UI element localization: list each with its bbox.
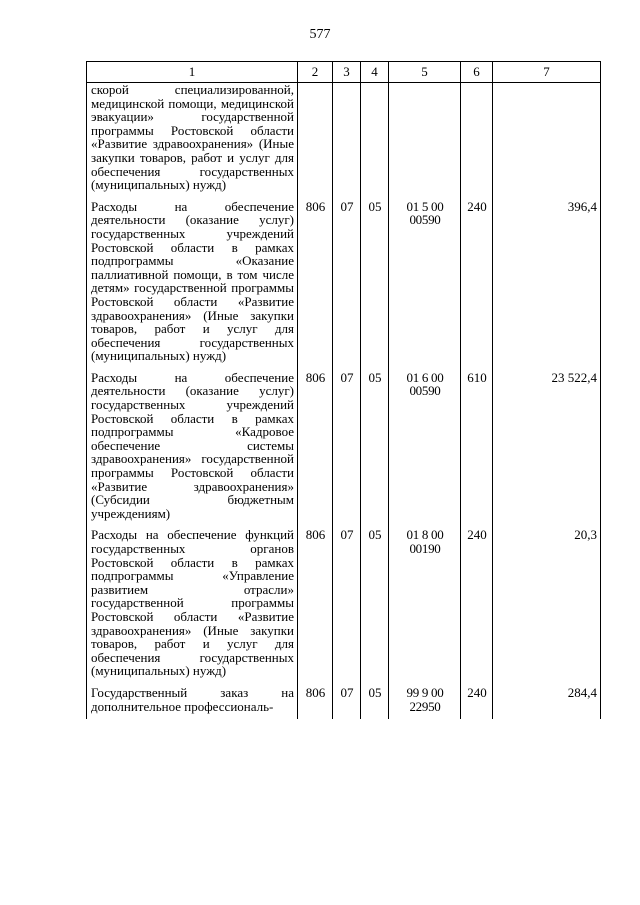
- column-header: 1: [87, 62, 298, 83]
- row-description: Расходы на обеспечение деятельности (оказание услуг) государственных учреждений Ростовской области в рамках подпрограммы «Оказание паллиативной помощи, в том числе детям» государственной программы Ростовской области «Развитие здравоохранения» (Иные закупки товаров, работ и услуг для обеспечения государственных (муниципальных) нужд): [87, 198, 298, 369]
- section-code: 07: [333, 526, 361, 684]
- row-description: скорой специализированной, медицинской помощи, медицинской эвакуации» государственной программы Ростовской области «Развитие здравоохранения» (Иные закупки товаров, работ и услуг для обеспечения государственных (муниципальных) нужд): [87, 83, 298, 198]
- section-code: 07: [333, 369, 361, 527]
- expense-type-code: [461, 83, 493, 198]
- expense-type-code: 240: [461, 684, 493, 719]
- target-article-code: 01 6 00 00590: [389, 369, 461, 527]
- subsection-code: 05: [361, 198, 389, 369]
- ministry-code: 806: [298, 526, 333, 684]
- subsection-code: 05: [361, 684, 389, 719]
- expense-type-code: 240: [461, 526, 493, 684]
- page-number: 577: [309, 27, 331, 42]
- table-row: [87, 526, 601, 684]
- expense-type-code: 610: [461, 369, 493, 527]
- column-header: 3: [333, 62, 361, 83]
- row-description: Расходы на обеспечение функций государственных органов Ростовской области в рамках подпрограммы «Управление развитием отрасли» государственной программы Ростовской области «Развитие здравоохранения» (Иные закупки товаров, работ и услуг для обеспечения государственных (муниципальных) нужд): [87, 526, 298, 684]
- header-row: [87, 62, 601, 83]
- subsection-code: 05: [361, 526, 389, 684]
- subsection-code: 05: [361, 369, 389, 527]
- row-description: Государственный заказ на дополнительное профессиональ-: [87, 684, 298, 719]
- column-header: 2: [298, 62, 333, 83]
- table-row: [87, 83, 601, 198]
- section-code: 07: [333, 684, 361, 719]
- column-header: 7: [493, 62, 601, 83]
- table-row: [87, 369, 601, 527]
- amount: 20,3: [493, 526, 601, 684]
- target-article-code: 99 9 00 22950: [389, 684, 461, 719]
- expense-type-code: 240: [461, 198, 493, 369]
- table-row: [87, 684, 601, 719]
- column-header: 4: [361, 62, 389, 83]
- ministry-code: [298, 83, 333, 198]
- column-header: 5: [389, 62, 461, 83]
- amount: 396,4: [493, 198, 601, 369]
- ministry-code: 806: [298, 369, 333, 527]
- row-description: Расходы на обеспечение деятельности (оказание услуг) государственных учреждений Ростовской области в рамках подпрограммы «Кадровое обеспечение системы здравоохранения» государственной программы Ростовской области «Развитие здравоохранения» (Субсидии бюджетным учреждениям): [87, 369, 298, 527]
- target-article-code: [389, 83, 461, 198]
- amount: 23 522,4: [493, 369, 601, 527]
- subsection-code: [361, 83, 389, 198]
- amount: [493, 83, 601, 198]
- table-row: [87, 198, 601, 369]
- column-header: 6: [461, 62, 493, 83]
- target-article-code: 01 8 00 00190: [389, 526, 461, 684]
- section-code: 07: [333, 198, 361, 369]
- amount: 284,4: [493, 684, 601, 719]
- target-article-code: 01 5 00 00590: [389, 198, 461, 369]
- ministry-code: 806: [298, 198, 333, 369]
- ministry-code: 806: [298, 684, 333, 719]
- section-code: [333, 83, 361, 198]
- budget-table: [86, 61, 601, 719]
